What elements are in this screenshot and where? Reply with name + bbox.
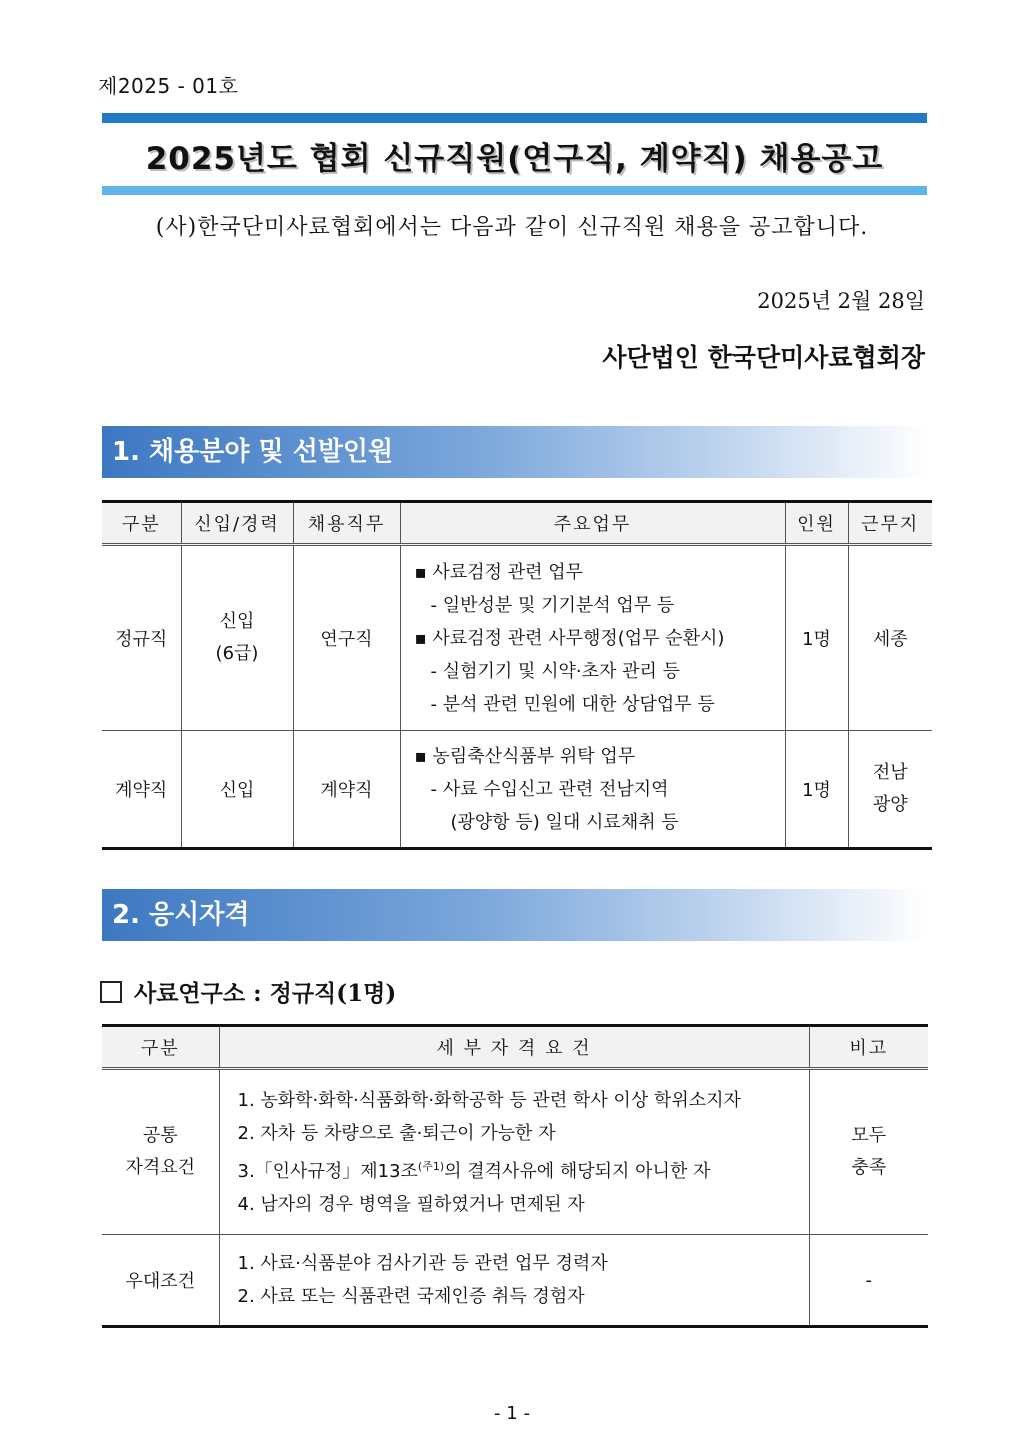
requirement-item: 2. 사료 또는 식품관련 국제인증 취득 경험자	[237, 1286, 585, 1307]
duty-item: ▪ 사료검정 관련 사무행정(업무 순환시)	[414, 627, 725, 649]
header-cell: 채용직무	[293, 502, 400, 545]
duty-item: - 실험기기 및 시약·초자 관리 등	[430, 660, 680, 682]
requirement-item: 4. 남자의 경우 병역을 필하였거나 면제된 자	[237, 1193, 585, 1215]
section-2-header: 2. 응시자격	[102, 889, 927, 941]
footnote-marker: (주1)	[417, 1159, 445, 1173]
duties-cell	[400, 731, 785, 849]
career-text: 신입	[219, 611, 255, 632]
job-cell: 연구직	[293, 545, 400, 731]
duties-cell	[400, 545, 785, 731]
location-text: 전남	[872, 762, 908, 783]
career-grade: (6급)	[215, 643, 259, 664]
requirement-part: 의 결격사유에 해당되지 아니한 자	[444, 1160, 711, 1182]
duty-item: - 분석 관련 민원에 대한 상담업무 등	[430, 693, 715, 715]
section-1-header: 1. 채용분야 및 선발인원	[102, 426, 927, 478]
requirements-cell	[219, 1235, 809, 1327]
duty-item: ▪ 사료검정 관련 업무	[414, 561, 583, 583]
qualification-table	[102, 1024, 928, 1328]
duty-item: - 사료 수입신고 관련 전남지역	[430, 778, 669, 800]
career-cell	[181, 545, 293, 731]
duty-item: ▪ 농림축산식품부 위탁 업무	[414, 745, 636, 767]
header-cell: 구분	[102, 502, 181, 545]
requirement-item	[238, 1150, 809, 1188]
header-cell: 인원	[785, 502, 848, 545]
note-cell: -	[809, 1235, 928, 1327]
document-number: 제2025 - 01호	[98, 74, 239, 98]
title-bar-bottom	[102, 186, 927, 195]
location-cell: 세종	[848, 545, 932, 731]
requirement-part: 3.「인사규정」제13조	[237, 1160, 418, 1182]
organization-name: 사단법인 한국단미사료협회장	[602, 343, 925, 372]
duty-item: - 일반성분 및 기기분석 업무 등	[430, 594, 675, 616]
page-number: - 1 -	[494, 1403, 530, 1424]
title-block	[102, 113, 927, 195]
note-text: 충족	[851, 1157, 887, 1178]
location-cell	[848, 731, 932, 849]
notice-date: 2025년 2월 28일	[757, 289, 925, 313]
header-cell: 구분	[102, 1026, 219, 1069]
label-cell: 우대조건	[102, 1235, 219, 1327]
table-header-row	[102, 502, 932, 545]
requirement-item: 2. 자차 등 차량으로 출·퇴근이 가능한 자	[237, 1122, 556, 1144]
table-header-row	[102, 1026, 928, 1069]
table-row	[102, 1069, 928, 1235]
requirement-item: 1. 농화학·화학·식품화학·화학공학 등 관련 학사 이상 학위소지자	[237, 1089, 741, 1111]
page-title: 2025년도 협회 신규직원(연구직, 계약직) 채용공고	[145, 141, 884, 177]
location-text: 광양	[872, 794, 908, 815]
header-cell: 주요업무	[400, 502, 785, 545]
job-cell: 계약직	[293, 731, 400, 849]
qualification-subheading	[100, 975, 396, 1008]
title-bar-top	[102, 113, 927, 123]
table-row	[102, 731, 932, 849]
career-cell: 신입	[181, 731, 293, 849]
duty-item: (광양항 등) 일대 시료채취 등	[450, 811, 679, 833]
count-cell: 1명	[785, 545, 848, 731]
label-text: 공통	[142, 1125, 178, 1146]
intro-text: (사)한국단미사료협회에서는 다음과 같이 신규직원 채용을 공고합니다.	[155, 215, 869, 240]
note-cell	[809, 1069, 928, 1235]
label-text: 자격요건	[125, 1157, 196, 1178]
requirements-cell	[219, 1069, 809, 1235]
requirement-item: 1. 사료·식품분야 검사기관 등 관련 업무 경력자	[237, 1253, 608, 1274]
recruitment-table	[102, 500, 932, 850]
header-cell: 근무지	[848, 502, 932, 545]
type-cell: 계약직	[102, 731, 181, 849]
header-cell: 비고	[809, 1026, 928, 1069]
header-cell: 신입/경력	[181, 502, 293, 545]
type-cell: 정규직	[102, 545, 181, 731]
count-cell: 1명	[785, 731, 848, 849]
label-cell	[102, 1069, 219, 1235]
table-row	[102, 545, 932, 731]
header-cell: 세 부 자 격 요 건	[219, 1026, 809, 1069]
note-text: 모두	[851, 1125, 887, 1146]
table-row	[102, 1235, 928, 1327]
checkbox-icon	[100, 981, 122, 1003]
subheading-text: 사료연구소 : 정규직(1명)	[134, 980, 397, 1007]
